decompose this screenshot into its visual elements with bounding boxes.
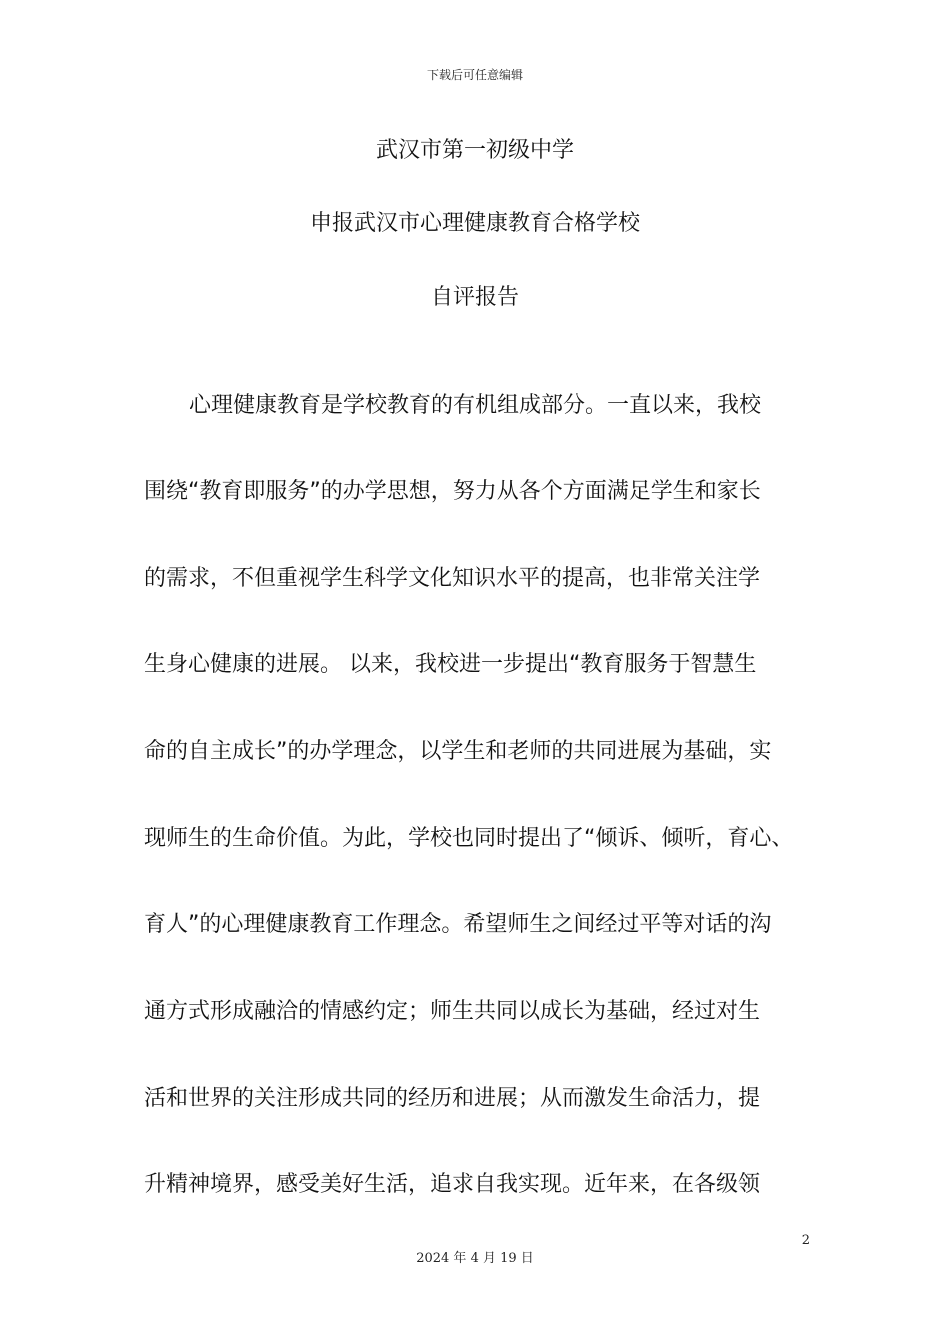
- footer-date: 2024 年 4 月 19 日: [416, 1251, 534, 1266]
- paragraph-line: 现师生的生命价值。为此，学校也同时提出了“倾诉、倾听，育心、: [144, 826, 794, 851]
- page-number: 2: [801, 1233, 810, 1248]
- paragraph-line: 生身心健康的进展。 以来，我校进一步提出“教育服务于智慧生: [144, 652, 757, 677]
- paragraph-line: 心理健康教育是学校教育的有机组成部分。一直以来，我校: [189, 393, 762, 418]
- header-note: 下载后可任意编辑: [426, 68, 523, 82]
- paragraph-line: 育人”的心理健康教育工作理念。希望师生之间经过平等对话的沟: [144, 912, 772, 937]
- document-title-school: 武汉市第一初级中学: [375, 138, 574, 163]
- paragraph-line: 命的自主成长”的办学理念，以学生和老师的共同进展为基础，实: [144, 739, 772, 764]
- paragraph-line: 活和世界的关注形成共同的经历和进展；从而激发生命活力，提: [144, 1086, 761, 1111]
- paragraph-line: 通方式形成融洽的情感约定；师生共同以成长为基础，经过对生: [144, 999, 761, 1024]
- document-title-report: 自评报告: [430, 285, 519, 310]
- paragraph-line: 围绕“教育即服务”的办学思想，努力从各个方面满足学生和家长: [144, 479, 761, 504]
- document-title-application: 申报武汉市心理健康教育合格学校: [309, 211, 640, 236]
- paragraph-line: 的需求，不但重视学生科学文化知识水平的提高，也非常关注学: [144, 566, 761, 591]
- paragraph-line: 升精神境界，感受美好生活，追求自我实现。近年来，在各级领: [144, 1172, 761, 1197]
